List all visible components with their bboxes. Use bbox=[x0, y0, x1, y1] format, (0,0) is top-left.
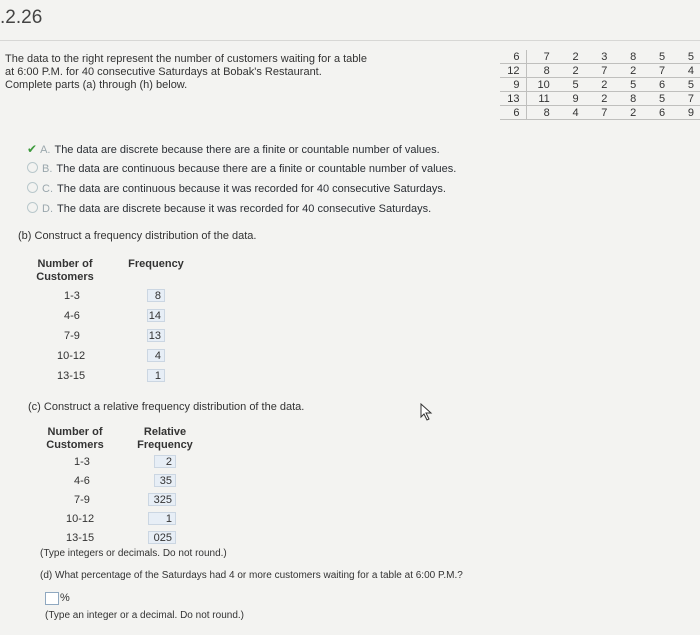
data-cell: 5 bbox=[556, 78, 585, 92]
data-cell: 8 bbox=[613, 50, 642, 64]
data-cell: 6 bbox=[500, 106, 526, 120]
data-cell: 10 bbox=[526, 78, 556, 92]
header-line: Customers bbox=[46, 439, 104, 451]
part-d-label: (d) What percentage of the Saturdays had 4 or more customers waiting for a table at 6:00 P.M.? bbox=[40, 570, 463, 581]
data-cell: 9 bbox=[500, 78, 526, 92]
data-cell: 12 bbox=[500, 64, 526, 78]
column-header-customers bbox=[30, 258, 100, 284]
relative-frequency-answer[interactable]: 325 bbox=[148, 493, 176, 506]
data-cell: 2 bbox=[613, 106, 642, 120]
option-text: The data are continuous because it was recorded for 40 consecutive Saturdays. bbox=[57, 183, 446, 195]
data-cell: 8 bbox=[526, 64, 556, 78]
header-line: Number of bbox=[47, 426, 103, 438]
data-cell: 6 bbox=[500, 50, 526, 64]
option-text: The data are discrete because it was recorded for 40 consecutive Saturdays. bbox=[57, 203, 432, 215]
part-b-label: (b) Construct a frequency distribution of the data. bbox=[18, 230, 257, 242]
part-d-instruction: (Type an integer or a decimal. Do not round.) bbox=[45, 610, 244, 621]
header-line: Customers bbox=[36, 271, 94, 283]
data-cell: 7 bbox=[526, 50, 556, 64]
customer-data-table bbox=[500, 50, 700, 120]
data-cell: 2 bbox=[556, 50, 585, 64]
data-cell: 2 bbox=[613, 64, 642, 78]
data-row bbox=[500, 92, 700, 106]
part-c-instruction: (Type integers or decimals. Do not round.) bbox=[40, 548, 227, 559]
data-cell: 7 bbox=[585, 106, 614, 120]
data-cell: 4 bbox=[556, 106, 585, 120]
percent-sign: % bbox=[60, 592, 70, 604]
radio-button-icon[interactable] bbox=[27, 202, 38, 213]
range-label: 4-6 bbox=[64, 310, 80, 322]
data-cell: 8 bbox=[526, 106, 556, 120]
column-header-customers bbox=[40, 426, 110, 452]
data-cell: 9 bbox=[671, 106, 700, 120]
relative-frequency-answer[interactable]: 2 bbox=[154, 455, 176, 468]
frequency-answer[interactable]: 4 bbox=[147, 349, 165, 362]
header-bar bbox=[0, 0, 700, 41]
data-cell: 5 bbox=[613, 78, 642, 92]
option-b[interactable] bbox=[27, 162, 456, 175]
option-c[interactable] bbox=[27, 182, 446, 195]
problem-number: .2.26 bbox=[0, 7, 43, 28]
range-label: 13-15 bbox=[57, 370, 86, 382]
range-label: 1-3 bbox=[64, 290, 80, 302]
data-cell: 2 bbox=[556, 64, 585, 78]
data-cell: 8 bbox=[613, 92, 642, 106]
data-cell: 2 bbox=[585, 78, 614, 92]
data-cell: 5 bbox=[671, 50, 700, 64]
frequency-answer[interactable]: 1 bbox=[147, 369, 165, 382]
header-line: Relative bbox=[143, 426, 187, 438]
option-letter: D. bbox=[42, 203, 53, 215]
relative-frequency-answer[interactable]: 1 bbox=[148, 512, 176, 525]
range-label: 10-12 bbox=[57, 350, 86, 362]
data-row bbox=[500, 106, 700, 120]
data-row bbox=[500, 50, 700, 64]
radio-button-icon[interactable] bbox=[27, 162, 38, 173]
mouse-cursor-icon bbox=[420, 403, 434, 421]
option-letter: B. bbox=[42, 163, 53, 175]
data-cell: 4 bbox=[671, 64, 700, 78]
intro-line: Complete parts (a) through (h) below. bbox=[5, 79, 188, 91]
data-cell: 3 bbox=[585, 50, 614, 64]
data-cell: 9 bbox=[556, 92, 585, 106]
data-cell: 6 bbox=[642, 106, 671, 120]
option-letter: C. bbox=[42, 183, 53, 195]
intro-line: The data to the right represent the number of customers waiting for a table bbox=[5, 53, 367, 65]
data-cell: 7 bbox=[585, 64, 614, 78]
problem-intro bbox=[5, 53, 425, 92]
option-text: The data are continuous because there are a finite or countable number of values. bbox=[56, 163, 457, 175]
checkmark-icon: ✔ bbox=[27, 142, 38, 156]
header-line: Number of bbox=[37, 258, 93, 270]
data-cell: 2 bbox=[585, 92, 614, 106]
option-a[interactable] bbox=[27, 142, 440, 156]
relative-frequency-answer[interactable]: 025 bbox=[148, 531, 176, 544]
data-cell: 6 bbox=[642, 78, 671, 92]
option-letter: A. bbox=[40, 144, 51, 156]
data-row bbox=[500, 78, 700, 92]
part-c-label: (c) Construct a relative frequency distribution of the data. bbox=[28, 401, 305, 413]
intro-line: at 6:00 P.M. for 40 consecutive Saturdays at Bobak's Restaurant. bbox=[5, 66, 322, 78]
frequency-answer[interactable]: 13 bbox=[147, 329, 165, 342]
data-cell: 11 bbox=[526, 92, 556, 106]
percentage-input[interactable] bbox=[45, 592, 59, 605]
range-label: 1-3 bbox=[74, 456, 90, 468]
data-cell: 7 bbox=[642, 64, 671, 78]
range-label: 7-9 bbox=[74, 494, 90, 506]
data-cell: 5 bbox=[671, 78, 700, 92]
range-label: 13-15 bbox=[66, 532, 95, 544]
option-text: The data are discrete because there are a finite or countable number of values. bbox=[54, 144, 440, 156]
header-line: Frequency bbox=[137, 439, 193, 451]
frequency-answer[interactable]: 8 bbox=[147, 289, 165, 302]
data-row bbox=[500, 64, 700, 78]
data-cell: 5 bbox=[642, 50, 671, 64]
data-cell: 5 bbox=[642, 92, 671, 106]
range-label: 10-12 bbox=[66, 513, 95, 525]
option-d[interactable] bbox=[27, 202, 431, 215]
column-header-frequency: Frequency bbox=[128, 258, 184, 270]
range-label: 7-9 bbox=[64, 330, 80, 342]
range-label: 4-6 bbox=[74, 475, 90, 487]
radio-button-icon[interactable] bbox=[27, 182, 38, 193]
column-header-relative-frequency bbox=[130, 426, 200, 452]
data-cell: 7 bbox=[671, 92, 700, 106]
frequency-answer[interactable]: 14 bbox=[147, 309, 165, 322]
data-cell: 13 bbox=[500, 92, 526, 106]
relative-frequency-answer[interactable]: 35 bbox=[154, 474, 176, 487]
